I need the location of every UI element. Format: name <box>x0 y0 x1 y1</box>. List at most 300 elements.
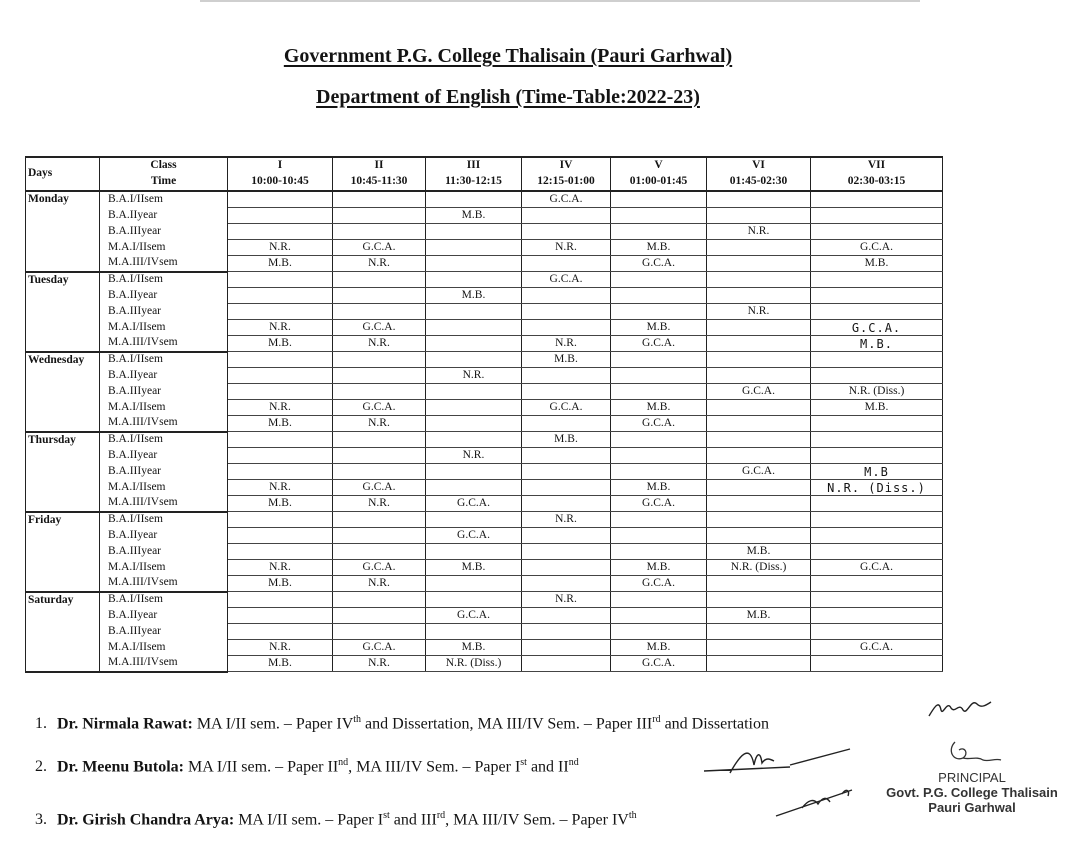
class-label: M.A.III/IVsem <box>100 656 228 672</box>
slot-cell <box>811 416 943 432</box>
slot-cell <box>611 528 707 544</box>
table-row <box>26 608 943 624</box>
slot-cell <box>707 656 811 672</box>
slot-cell <box>707 256 811 272</box>
signature-principal <box>945 736 1005 770</box>
slot-cell: G.C.A. <box>333 560 426 576</box>
slot-cell: N.R. <box>228 560 333 576</box>
slot-cell <box>707 432 811 448</box>
class-label: M.A.I/IIsem <box>100 240 228 256</box>
slot-cell <box>228 592 333 608</box>
slot-cell <box>522 384 611 400</box>
period-number: II <box>333 157 426 174</box>
period-number: I <box>228 157 333 174</box>
time-table-body <box>26 191 943 672</box>
slot-cell: G.C.A. <box>611 416 707 432</box>
slot-cell: N.R. <box>333 656 426 672</box>
slot-cell: M.B. <box>228 336 333 352</box>
slot-cell <box>611 608 707 624</box>
table-row <box>26 432 943 448</box>
slot-cell: G.C.A. <box>707 464 811 480</box>
slot-cell: G.C.A. <box>611 256 707 272</box>
slot-cell: G.C.A. <box>811 560 943 576</box>
slot-cell: M.B. <box>426 640 522 656</box>
class-label: M.A.III/IVsem <box>100 496 228 512</box>
slot-cell: N.R. (Diss.) <box>811 480 943 496</box>
slot-cell <box>333 208 426 224</box>
slot-cell <box>611 624 707 640</box>
table-row <box>26 480 943 496</box>
slot-cell <box>707 448 811 464</box>
period-number: IV <box>522 157 611 174</box>
slot-cell <box>522 368 611 384</box>
slot-cell <box>426 480 522 496</box>
slot-cell <box>333 448 426 464</box>
slot-cell <box>333 624 426 640</box>
table-row <box>26 384 943 400</box>
slot-cell <box>333 592 426 608</box>
slot-cell <box>333 528 426 544</box>
slot-cell <box>811 544 943 560</box>
scan-top-edge <box>200 0 920 2</box>
slot-cell: N.R. <box>333 336 426 352</box>
table-row <box>26 191 943 208</box>
slot-cell: M.B. <box>811 400 943 416</box>
slot-cell <box>228 288 333 304</box>
slot-cell <box>228 384 333 400</box>
slot-cell <box>426 512 522 528</box>
slot-cell: N.R. <box>707 304 811 320</box>
slot-cell <box>333 512 426 528</box>
slot-cell <box>611 432 707 448</box>
slot-cell <box>707 368 811 384</box>
slot-cell <box>228 544 333 560</box>
table-row <box>26 320 943 336</box>
slot-cell <box>811 288 943 304</box>
signature-nirmala <box>925 686 995 722</box>
table-row <box>26 496 943 512</box>
slot-cell: G.C.A. <box>811 640 943 656</box>
slot-cell: G.C.A. <box>522 191 611 208</box>
slot-cell: N.R. <box>228 480 333 496</box>
slot-cell <box>228 512 333 528</box>
slot-cell <box>333 304 426 320</box>
slot-cell <box>811 432 943 448</box>
slot-cell <box>426 384 522 400</box>
slot-cell <box>522 496 611 512</box>
slot-cell <box>522 464 611 480</box>
slot-cell <box>611 288 707 304</box>
slot-cell <box>707 416 811 432</box>
slot-cell: G.C.A. <box>333 320 426 336</box>
slot-cell: M.B. <box>811 336 943 352</box>
table-row <box>26 416 943 432</box>
time-header: Time <box>100 174 228 191</box>
slot-cell <box>333 191 426 208</box>
slot-cell: M.B. <box>228 256 333 272</box>
slot-cell <box>426 592 522 608</box>
period-time: 01:00-01:45 <box>611 174 707 191</box>
slot-cell: N.R. (Diss.) <box>426 656 522 672</box>
class-label: B.A.IIyear <box>100 528 228 544</box>
slot-cell <box>228 608 333 624</box>
slot-cell <box>811 576 943 592</box>
class-label: B.A.IIIyear <box>100 384 228 400</box>
slot-cell: N.R. <box>333 416 426 432</box>
class-label: M.A.III/IVsem <box>100 576 228 592</box>
class-label: B.A.IIyear <box>100 608 228 624</box>
slot-cell: G.C.A. <box>611 656 707 672</box>
class-label: B.A.I/IIsem <box>100 272 228 288</box>
period-time: 10:45-11:30 <box>333 174 426 191</box>
slot-cell <box>426 416 522 432</box>
slot-cell: N.R. <box>426 448 522 464</box>
slot-cell: M.B. <box>228 496 333 512</box>
table-row <box>26 544 943 560</box>
faculty-name: Dr. Nirmala Rawat: <box>57 715 193 733</box>
class-label: B.A.IIIyear <box>100 224 228 240</box>
slot-cell <box>333 272 426 288</box>
faculty-note: 1. Dr. Nirmala Rawat: MA I/II sem. – Paper IVth and Dissertation, MA III/IV Sem. – Paper IIIrd and Dissertation <box>35 714 769 733</box>
table-row <box>26 304 943 320</box>
slot-cell: N.R. <box>426 368 522 384</box>
slot-cell <box>522 480 611 496</box>
slot-cell: N.R. <box>228 640 333 656</box>
class-label: B.A.IIyear <box>100 208 228 224</box>
slot-cell <box>228 464 333 480</box>
slot-cell <box>228 224 333 240</box>
table-row <box>26 224 943 240</box>
slot-cell <box>707 496 811 512</box>
slot-cell: N.R. <box>522 336 611 352</box>
table-row <box>26 576 943 592</box>
table-row <box>26 560 943 576</box>
slot-cell: N.R. <box>707 224 811 240</box>
slot-cell <box>426 256 522 272</box>
slot-cell <box>228 208 333 224</box>
slot-cell <box>426 304 522 320</box>
slot-cell <box>811 208 943 224</box>
slot-cell <box>707 320 811 336</box>
slot-cell <box>811 224 943 240</box>
slot-cell <box>811 272 943 288</box>
period-number: VI <box>707 157 811 174</box>
slot-cell <box>611 352 707 368</box>
slot-cell <box>811 528 943 544</box>
principal-place: Pauri Garhwal <box>928 800 1016 815</box>
slot-cell <box>707 288 811 304</box>
slot-cell <box>611 224 707 240</box>
slot-cell <box>811 656 943 672</box>
signature-meenu <box>700 735 860 780</box>
slot-cell <box>811 512 943 528</box>
slot-cell: M.B. <box>228 656 333 672</box>
slot-cell: G.C.A. <box>522 400 611 416</box>
slot-cell: G.C.A. <box>611 336 707 352</box>
class-label: M.A.III/IVsem <box>100 336 228 352</box>
slot-cell: N.R. (Diss.) <box>707 560 811 576</box>
class-label: B.A.I/IIsem <box>100 432 228 448</box>
day-label: Tuesday <box>26 272 100 352</box>
table-row <box>26 256 943 272</box>
principal-title: PRINCIPAL <box>938 770 1006 785</box>
slot-cell <box>522 256 611 272</box>
slot-cell <box>333 368 426 384</box>
day-label: Friday <box>26 512 100 592</box>
slot-cell: M.B. <box>426 288 522 304</box>
slot-cell <box>333 384 426 400</box>
class-label: M.A.III/IVsem <box>100 256 228 272</box>
slot-cell <box>228 624 333 640</box>
slot-cell <box>611 304 707 320</box>
slot-cell <box>426 336 522 352</box>
slot-cell: N.R. <box>522 512 611 528</box>
period-time: 11:30-12:15 <box>426 174 522 191</box>
slot-cell: G.C.A. <box>426 528 522 544</box>
slot-cell: M.B. <box>811 256 943 272</box>
slot-cell <box>522 416 611 432</box>
principal-stamp <box>872 770 1072 815</box>
slot-cell <box>426 544 522 560</box>
slot-cell: N.R. <box>333 496 426 512</box>
class-label: M.A.III/IVsem <box>100 416 228 432</box>
slot-cell <box>707 576 811 592</box>
slot-cell: M.B. <box>611 240 707 256</box>
table-row <box>26 368 943 384</box>
slot-cell <box>426 224 522 240</box>
slot-cell: M.B. <box>426 560 522 576</box>
slot-cell <box>707 480 811 496</box>
slot-cell: N.R. (Diss.) <box>811 384 943 400</box>
slot-cell <box>426 624 522 640</box>
slot-cell: M.B. <box>228 576 333 592</box>
class-label: B.A.I/IIsem <box>100 512 228 528</box>
class-label: B.A.I/IIsem <box>100 352 228 368</box>
slot-cell <box>811 624 943 640</box>
period-time: 10:00-10:45 <box>228 174 333 191</box>
slot-cell <box>811 496 943 512</box>
slot-cell <box>707 512 811 528</box>
slot-cell <box>228 191 333 208</box>
slot-cell: M.B. <box>611 320 707 336</box>
faculty-note: 2. Dr. Meenu Butola: MA I/II sem. – Paper IInd, MA III/IV Sem. – Paper Ist and IInd <box>35 757 579 776</box>
slot-cell <box>611 512 707 528</box>
slot-cell <box>228 304 333 320</box>
slot-cell: G.C.A. <box>333 240 426 256</box>
slot-cell <box>707 336 811 352</box>
slot-cell: G.C.A. <box>426 608 522 624</box>
slot-cell <box>522 208 611 224</box>
period-time: 12:15-01:00 <box>522 174 611 191</box>
slot-cell <box>707 208 811 224</box>
period-time: 02:30-03:15 <box>811 174 943 191</box>
slot-cell <box>426 400 522 416</box>
table-row <box>26 272 943 288</box>
slot-cell <box>333 608 426 624</box>
faculty-name: Dr. Meenu Butola: <box>57 758 184 776</box>
slot-cell: N.R. <box>228 400 333 416</box>
slot-cell: M.B <box>811 464 943 480</box>
slot-cell <box>426 240 522 256</box>
class-label: M.A.I/IIsem <box>100 560 228 576</box>
slot-cell <box>707 352 811 368</box>
class-label: B.A.I/IIsem <box>100 191 228 208</box>
table-row <box>26 656 943 672</box>
slot-cell <box>522 544 611 560</box>
slot-cell: M.B. <box>611 640 707 656</box>
slot-cell <box>426 272 522 288</box>
table-row <box>26 336 943 352</box>
slot-cell <box>228 528 333 544</box>
slot-cell: G.C.A. <box>333 400 426 416</box>
slot-cell: G.C.A. <box>707 384 811 400</box>
slot-cell <box>707 240 811 256</box>
slot-cell <box>522 624 611 640</box>
table-row <box>26 352 943 368</box>
slot-cell: G.C.A. <box>811 320 943 336</box>
slot-cell <box>333 544 426 560</box>
class-label: B.A.IIyear <box>100 368 228 384</box>
table-row <box>26 464 943 480</box>
slot-cell <box>811 304 943 320</box>
slot-cell <box>426 352 522 368</box>
table-row <box>26 624 943 640</box>
slot-cell <box>426 576 522 592</box>
slot-cell: M.B. <box>522 432 611 448</box>
class-label: M.A.I/IIsem <box>100 400 228 416</box>
slot-cell: N.R. <box>333 256 426 272</box>
slot-cell: G.C.A. <box>333 640 426 656</box>
slot-cell <box>611 448 707 464</box>
slot-cell: N.R. <box>228 320 333 336</box>
period-time: 01:45-02:30 <box>707 174 811 191</box>
college-title: Government P.G. College Thalisain (Pauri Garhwal) <box>283 45 733 67</box>
slot-cell <box>707 272 811 288</box>
slot-cell: G.C.A. <box>811 240 943 256</box>
slot-cell <box>522 560 611 576</box>
class-header: Class <box>100 157 228 174</box>
slot-cell <box>333 464 426 480</box>
slot-cell: G.C.A. <box>426 496 522 512</box>
slot-cell <box>228 368 333 384</box>
department-title: Department of English (Time-Table:2022-23) <box>316 86 700 108</box>
slot-cell: N.R. <box>228 240 333 256</box>
time-table <box>25 156 943 673</box>
slot-cell: N.R. <box>333 576 426 592</box>
slot-cell <box>333 224 426 240</box>
slot-cell: G.C.A. <box>611 496 707 512</box>
slot-cell <box>228 272 333 288</box>
class-label: M.A.I/IIsem <box>100 320 228 336</box>
class-label: M.A.I/IIsem <box>100 640 228 656</box>
slot-cell: N.R. <box>522 592 611 608</box>
slot-cell: M.B. <box>522 352 611 368</box>
slot-cell <box>611 191 707 208</box>
table-row <box>26 528 943 544</box>
period-number: III <box>426 157 522 174</box>
slot-cell <box>611 384 707 400</box>
class-label: B.A.IIyear <box>100 448 228 464</box>
slot-cell <box>522 640 611 656</box>
class-label: B.A.IIIyear <box>100 544 228 560</box>
slot-cell: M.B. <box>611 480 707 496</box>
slot-cell: M.B. <box>228 416 333 432</box>
table-row <box>26 288 943 304</box>
slot-cell <box>426 464 522 480</box>
slot-cell <box>611 592 707 608</box>
slot-cell <box>228 432 333 448</box>
slot-cell <box>707 528 811 544</box>
slot-cell <box>707 592 811 608</box>
slot-cell <box>611 368 707 384</box>
slot-cell <box>707 640 811 656</box>
slot-cell <box>228 352 333 368</box>
class-label: B.A.IIIyear <box>100 304 228 320</box>
slot-cell: M.B. <box>707 544 811 560</box>
day-label: Wednesday <box>26 352 100 432</box>
period-number: VII <box>811 157 943 174</box>
slot-cell <box>522 288 611 304</box>
slot-cell: M.B. <box>707 608 811 624</box>
table-row <box>26 208 943 224</box>
slot-cell <box>811 352 943 368</box>
slot-cell <box>333 352 426 368</box>
table-row <box>26 512 943 528</box>
slot-cell <box>611 544 707 560</box>
faculty-name: Dr. Girish Chandra Arya: <box>57 811 235 829</box>
slot-cell: M.B. <box>426 208 522 224</box>
slot-cell <box>811 592 943 608</box>
table-row <box>26 240 943 256</box>
slot-cell <box>611 464 707 480</box>
slot-cell <box>333 288 426 304</box>
table-row <box>26 448 943 464</box>
day-label: Saturday <box>26 592 100 672</box>
slot-cell <box>522 448 611 464</box>
slot-cell <box>611 208 707 224</box>
slot-cell: G.C.A. <box>522 272 611 288</box>
slot-cell <box>707 191 811 208</box>
slot-cell <box>522 608 611 624</box>
slot-cell <box>522 320 611 336</box>
slot-cell <box>426 432 522 448</box>
slot-cell <box>611 272 707 288</box>
period-number: V <box>611 157 707 174</box>
day-label: Thursday <box>26 432 100 512</box>
signature-girish <box>772 776 872 821</box>
faculty-note: 3. Dr. Girish Chandra Arya: MA I/II sem. – Paper Ist and IIIrd, MA III/IV Sem. – Paper IVth <box>35 810 637 829</box>
slot-cell <box>811 191 943 208</box>
slot-cell <box>522 224 611 240</box>
slot-cell <box>333 432 426 448</box>
class-label: B.A.I/IIsem <box>100 592 228 608</box>
slot-cell <box>811 448 943 464</box>
slot-cell <box>707 400 811 416</box>
day-label: Monday <box>26 191 100 272</box>
slot-cell <box>522 528 611 544</box>
table-row <box>26 400 943 416</box>
principal-college: Govt. P.G. College Thalisain <box>886 785 1058 800</box>
slot-cell <box>426 191 522 208</box>
class-label: B.A.IIIyear <box>100 624 228 640</box>
slot-cell: G.C.A. <box>611 576 707 592</box>
table-row <box>26 640 943 656</box>
slot-cell <box>426 320 522 336</box>
class-label: B.A.IIIyear <box>100 464 228 480</box>
table-row <box>26 592 943 608</box>
slot-cell <box>811 608 943 624</box>
slot-cell <box>522 576 611 592</box>
